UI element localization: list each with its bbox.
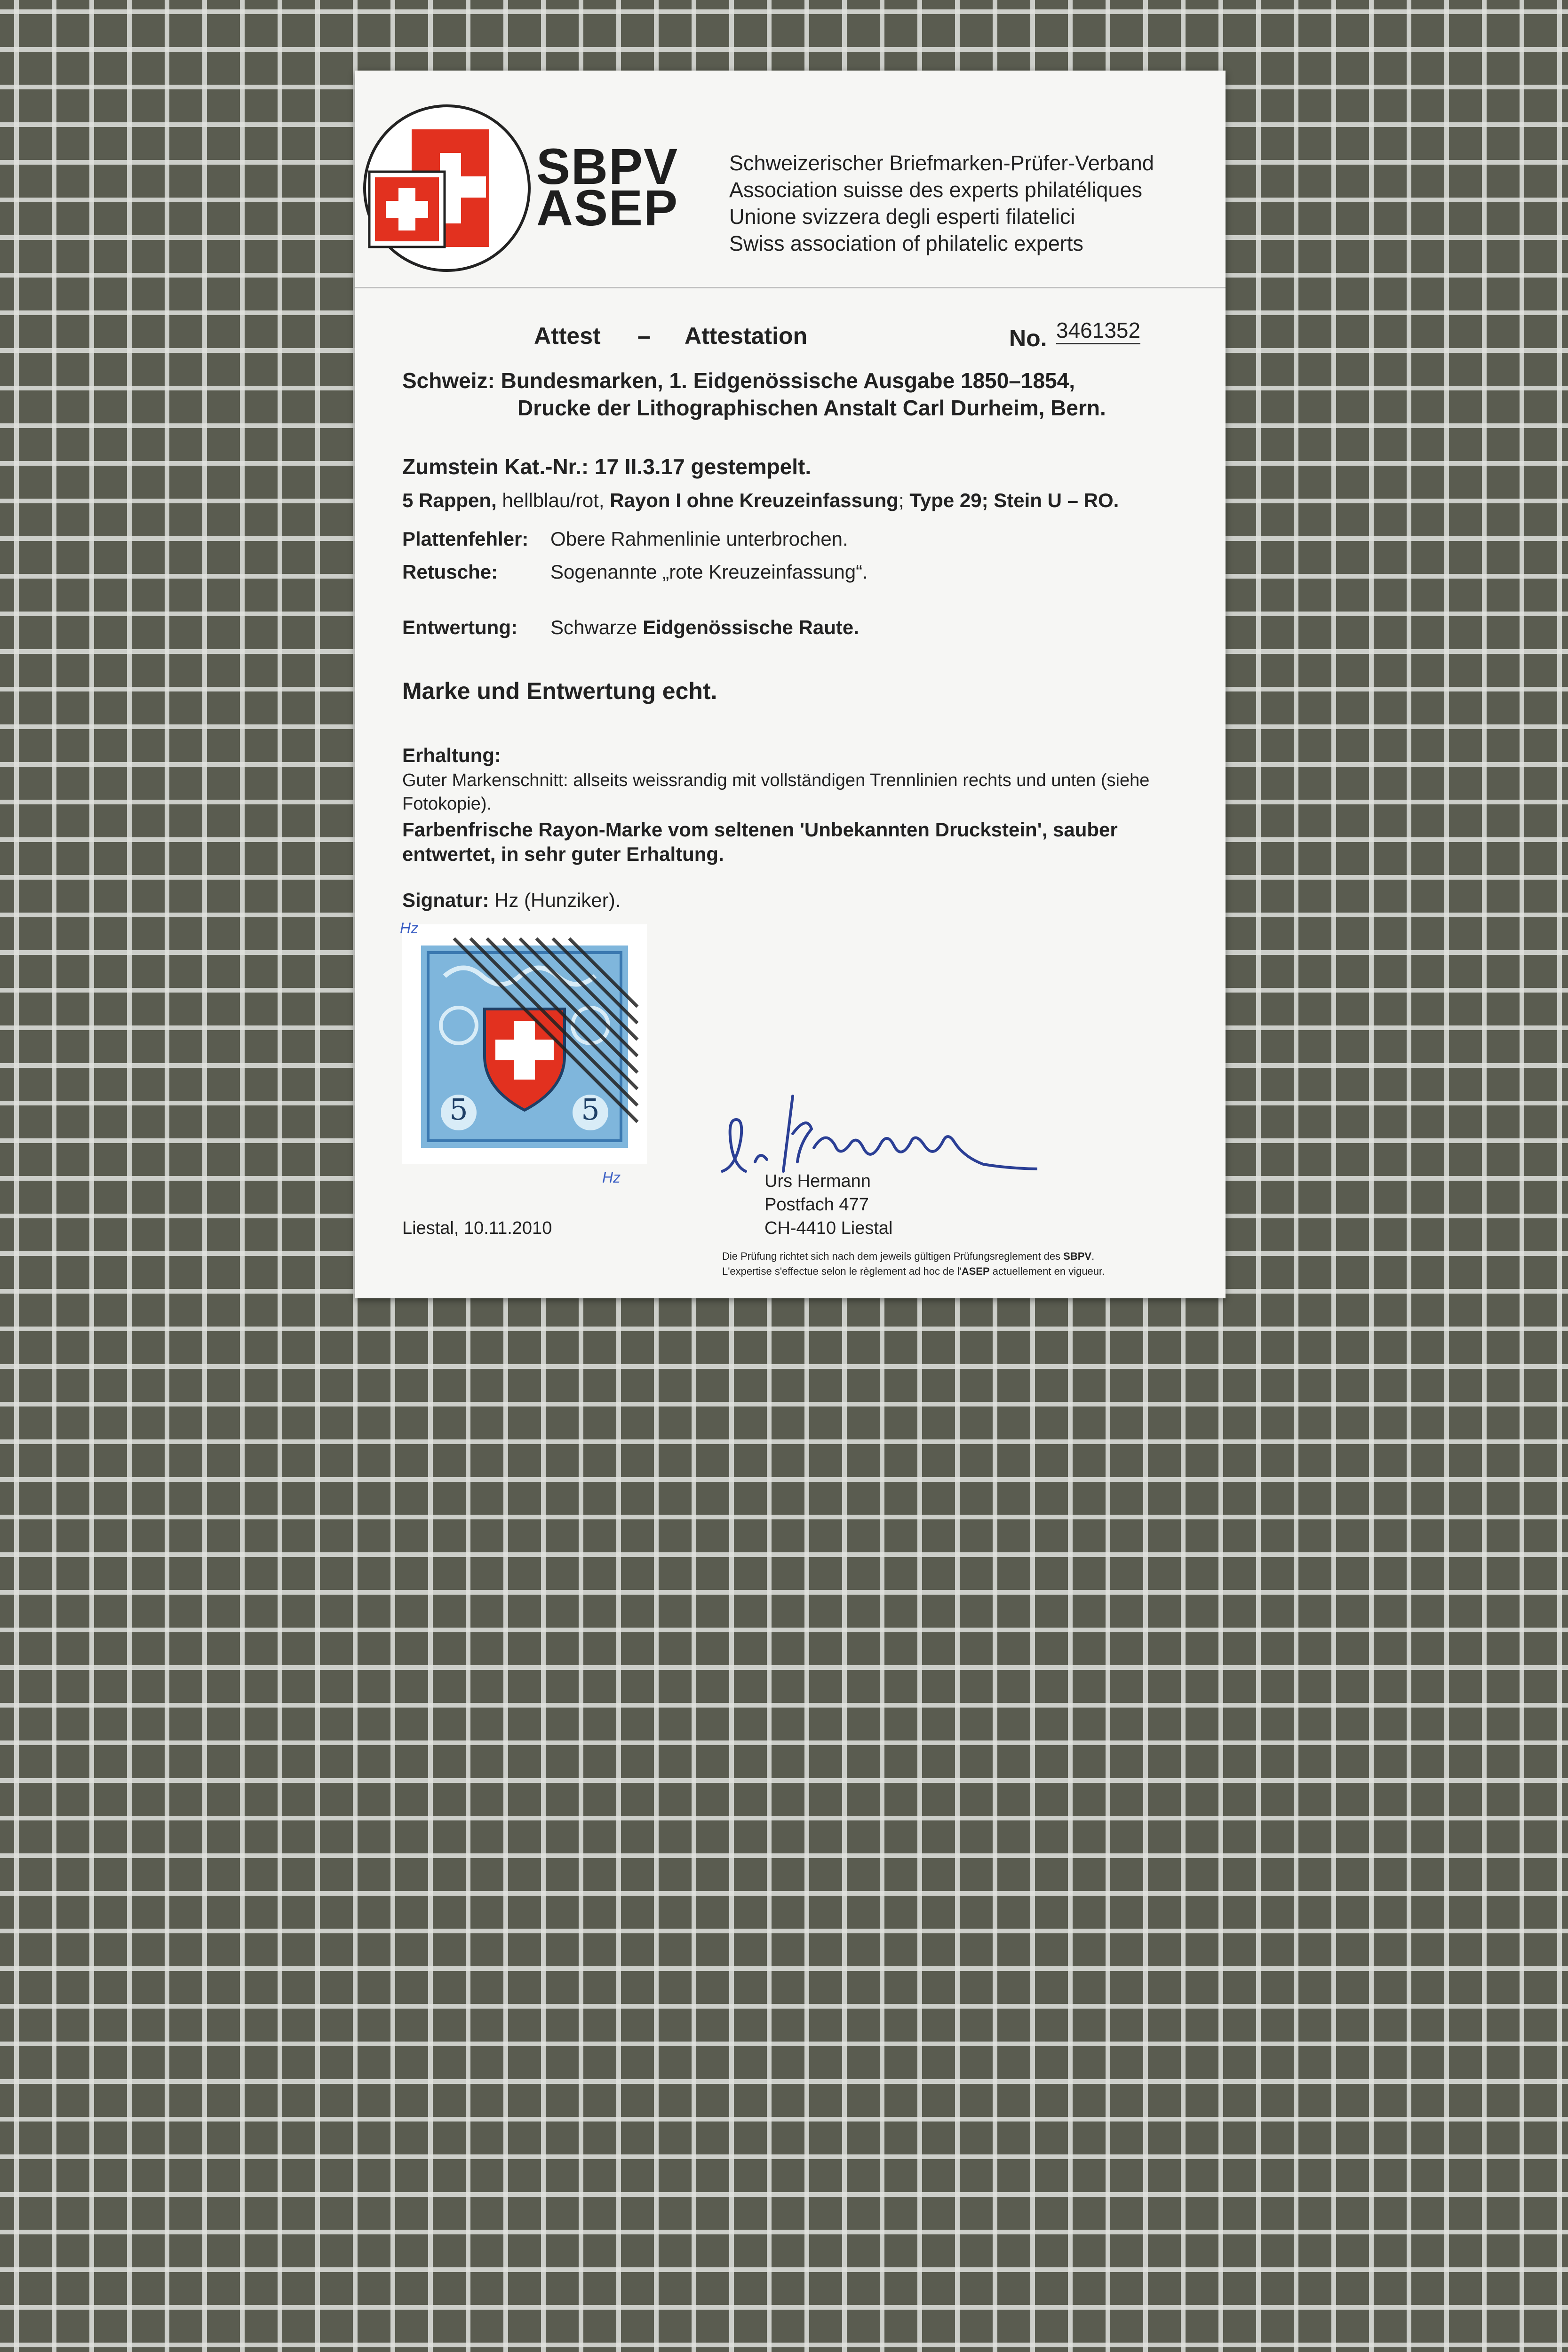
catalog-denomination: 5 Rappen, xyxy=(402,489,497,511)
catalog-separator: ; xyxy=(898,489,910,511)
brand-name xyxy=(536,138,679,236)
footnote-fr xyxy=(722,1265,1105,1278)
signature-note xyxy=(402,889,621,912)
footnote-de-org: SBPV xyxy=(1063,1250,1092,1262)
condition-line-1: Guter Markenschnitt: allseits weissrandig mit vollständigen Trennlinien rechts und unten (siehe xyxy=(402,771,1150,790)
condition-line-2: Fotokopie). xyxy=(402,794,492,814)
stamp-expert-mark-bottom: Hz xyxy=(602,1169,621,1186)
retouch-label: Retusche: xyxy=(402,561,498,583)
header-divider xyxy=(355,287,1226,288)
catalog-colors: hellblau/rot, xyxy=(496,489,610,511)
certificate-no-label: No. xyxy=(1009,325,1047,351)
cancellation-label: Entwertung: xyxy=(402,616,517,638)
place-date: Liestal, 10.11.2010 xyxy=(402,1218,552,1238)
association-names xyxy=(729,150,1154,257)
condition-summary-2: entwertet, in sehr guter Erhaltung. xyxy=(402,843,724,865)
certificate-header xyxy=(355,71,1226,282)
catalog-rayon: Rayon I ohne Kreuzeinfassung xyxy=(610,489,899,511)
footnote-fr-text: L'expertise s'effectue selon le règlement ad hoc de l' xyxy=(722,1265,962,1277)
condition-label: Erhaltung: xyxy=(402,744,501,766)
plate-flaw-value: Obere Rahmenlinie unterbrochen. xyxy=(550,528,848,550)
issue-line-2: Drucke der Lithographischen Anstalt Carl Durheim, Bern. xyxy=(517,396,1106,420)
stamp-photo xyxy=(402,924,647,1164)
stamp-value-text: 5 xyxy=(449,1092,468,1127)
brand-asep: ASEP xyxy=(536,179,679,236)
issue-line-1: Schweiz: Bundesmarken, 1. Eidgenössische Ausgabe 1850–1854, xyxy=(402,368,1075,393)
expert-signature-icon xyxy=(708,1077,1037,1190)
title-attestation: Attestation xyxy=(685,323,808,349)
brand-sbpv: SBPV xyxy=(536,138,679,195)
expert-address-2: CH-4410 Liestal xyxy=(764,1218,893,1238)
cancellation-value-bold: Eidgenössische Raute. xyxy=(643,616,859,638)
footnote-de xyxy=(722,1250,1094,1263)
plate-flaw-label: Plattenfehler: xyxy=(402,528,529,550)
certificate xyxy=(355,71,1226,1298)
catalog-description xyxy=(402,489,1119,512)
stamp-value-text-right: 5 xyxy=(581,1092,600,1127)
title-attest: Attest xyxy=(534,323,601,349)
footnote-de-text: Die Prüfung richtet sich nach dem jeweils gültigen Prüfungsreglement des xyxy=(722,1250,1064,1262)
footnote-fr-end: actuellement en vigueur. xyxy=(989,1265,1105,1277)
cancellation-value xyxy=(550,616,859,639)
footnote-fr-org: ASEP xyxy=(961,1265,990,1277)
association-name-it: Unione svizzera degli esperti filatelici xyxy=(729,205,1075,229)
signature-value: Hz (Hunziker). xyxy=(489,889,621,911)
stamp-expert-mark-top: Hz xyxy=(400,920,419,937)
condition-summary-1: Farbenfrische Rayon-Marke vom seltenen 'Unbekannten Druckstein', sauber xyxy=(402,818,1118,841)
retouch-value: Sogenannte „rote Kreuzeinfassung“. xyxy=(550,561,868,583)
cancellation-value-normal: Schwarze xyxy=(550,616,643,638)
catalog-type-stone: Type 29; Stein U – RO. xyxy=(909,489,1119,511)
expert-address-1: Postfach 477 xyxy=(764,1195,869,1215)
title-dash: – xyxy=(637,323,651,349)
association-name-en: Swiss association of philatelic experts xyxy=(729,231,1083,255)
association-name-fr: Association suisse des experts philatéliques xyxy=(729,178,1142,202)
signature-label: Signatur: xyxy=(402,889,489,911)
catalog-title: Zumstein Kat.-Nr.: 17 II.3.17 gestempelt. xyxy=(402,454,812,479)
sbpv-logo-icon xyxy=(360,101,534,280)
genuine-statement: Marke und Entwertung echt. xyxy=(402,678,717,704)
expert-name: Urs Hermann xyxy=(764,1171,871,1191)
footnote-de-end: . xyxy=(1091,1250,1095,1262)
association-name-de: Schweizerischer Briefmarken-Prüfer-Verband xyxy=(729,151,1154,175)
certificate-number: 3461352 xyxy=(1056,318,1140,344)
